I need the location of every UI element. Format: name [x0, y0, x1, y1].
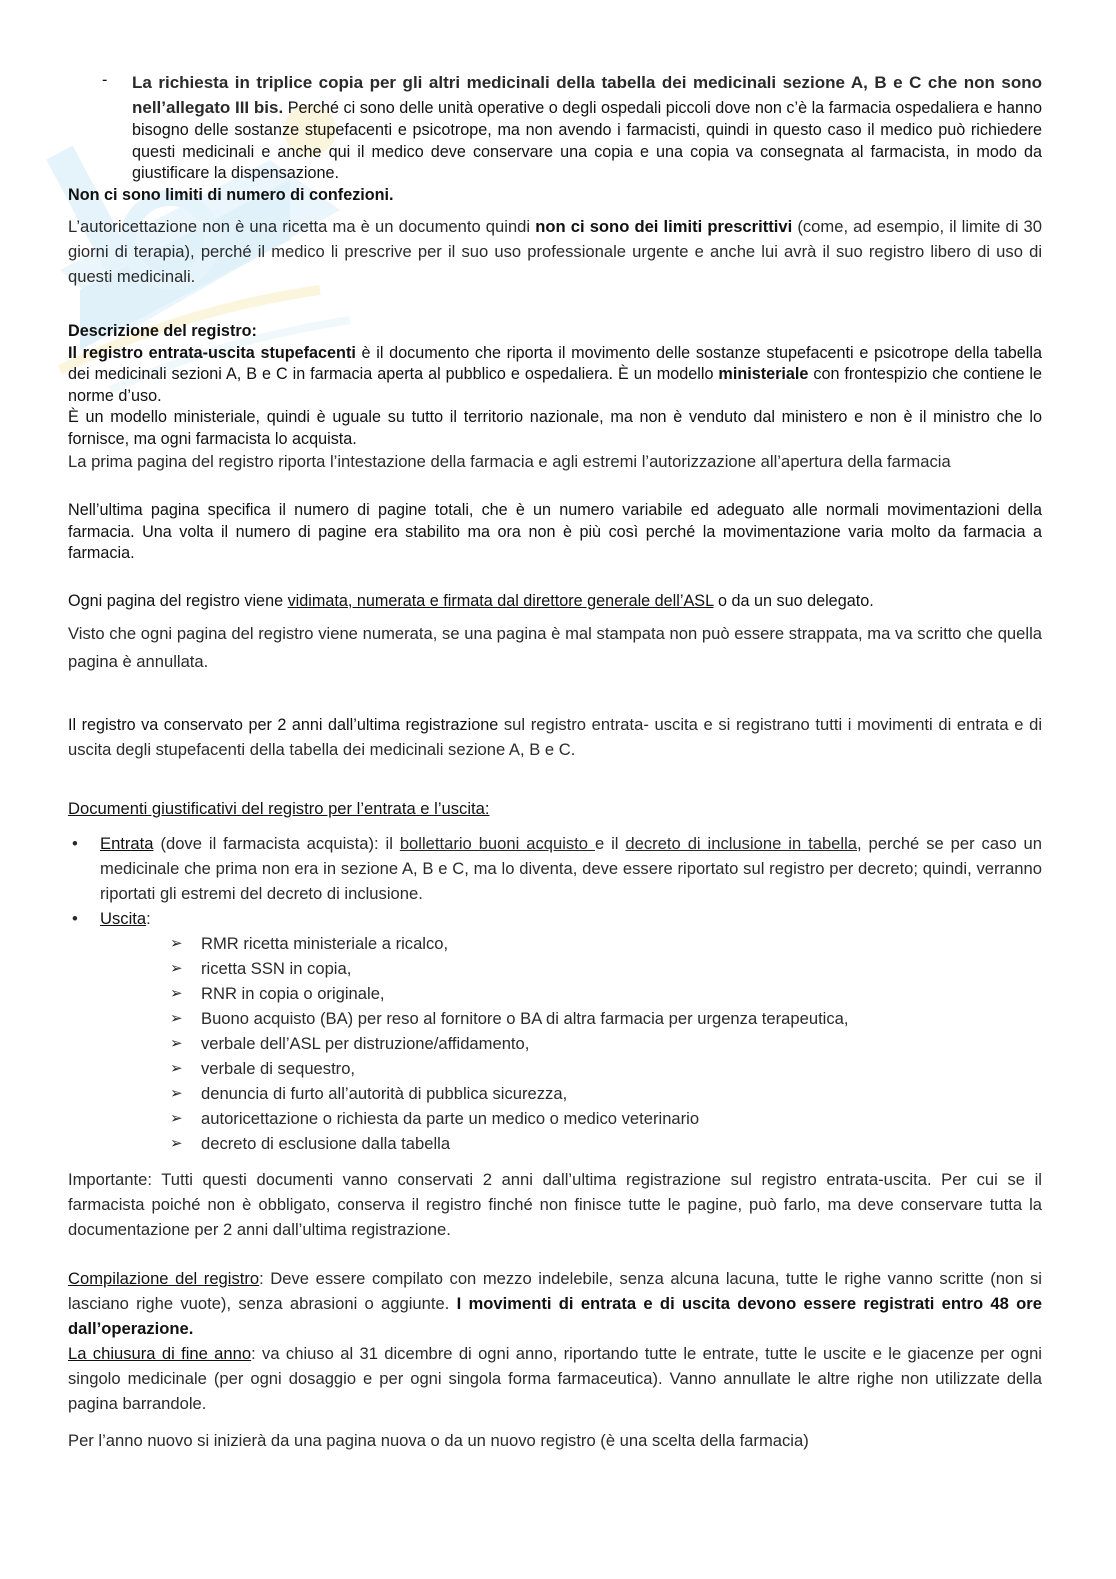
entrata-underlined-2: decreto di inclusione in tabella — [625, 834, 857, 853]
chiusura-label: La chiusura di fine anno — [68, 1344, 252, 1363]
list-item — [68, 1006, 1042, 1031]
document-page — [68, 70, 1042, 1453]
list-item — [68, 1056, 1042, 1081]
item-bold-text: La richiesta in triplice copia per gli altri medicinali della tabella dei medicinali sezione A, B e C che non sono nell’allegato III bis. — [132, 73, 1042, 117]
descrizione-bold: Il registro entrata-uscita stupefacenti — [68, 343, 356, 362]
ogni-pagina-paragraph — [68, 591, 1042, 613]
ogni-pagina-text-b: o da un suo delegato. — [713, 591, 874, 610]
autoricettazione-text-a: L’autoricettazione non è una ricetta ma è un documento quindi — [68, 217, 536, 236]
entrata-text-b: e il — [594, 834, 626, 853]
list-item-entrata — [68, 831, 1042, 906]
compilazione-label: Compilazione del registro — [68, 1269, 260, 1288]
entrata-label: Entrata — [100, 834, 154, 853]
arrow-icon: ➢ — [170, 1060, 183, 1077]
descrizione-bold-2: ministeriale — [718, 365, 809, 383]
chiusura-text: : va chiuso al 31 dicembre di ogni anno, riportando tutte le entrate, tutte le uscite e le giacenze per ogni singolo medicinale (per ogni dosaggio e per ogni singola forma farmaceutica). Vanno annullate le altre righe non utilizzate della pagina barrandole. — [68, 1344, 1042, 1413]
uscita-colon: : — [146, 909, 151, 928]
list-item-text: decreto di esclusione dalla tabella — [201, 1134, 451, 1153]
list-item-text: ricetta SSN in copia, — [201, 959, 352, 978]
list-item-text: Buono acquisto (BA) per reso al fornitore o BA di altra farmacia per urgenza terapeutica, — [201, 1009, 849, 1028]
compilazione-text: : Deve essere compilato con mezzo indelebile, senza alcuna lacuna, tutte le righe vanno scritte (non si lasciano righe vuote), senza abrasioni o aggiunte. — [68, 1269, 1042, 1313]
no-limits-text: Non ci sono limiti di numero di confezioni. — [68, 185, 394, 204]
arrow-icon: ➢ — [170, 960, 183, 977]
descrizione-text-b: con frontespizio che contiene le norme d’uso. — [68, 365, 1043, 405]
list-item-text: denuncia di furto all’autorità di pubblica sicurezza, — [201, 1084, 568, 1103]
ogni-pagina-underlined: vidimata, numerata e firmata dal direttore generale dell’ASL — [287, 591, 714, 610]
list-item — [68, 1106, 1042, 1131]
arrow-icon: ➢ — [170, 935, 183, 952]
arrow-icon: ➢ — [170, 985, 183, 1002]
compilazione-paragraph — [68, 1266, 1042, 1341]
bullet-marker: • — [72, 834, 78, 853]
autoricettazione-paragraph — [68, 214, 1042, 289]
autoricettazione-bold: non ci sono dei limiti prescrittivi — [535, 217, 793, 236]
list-item-text: verbale dell’ASL per distruzione/affidamento, — [201, 1034, 530, 1053]
descrizione-paragraph-3: La prima pagina del registro riporta l’intestazione della farmacia e agli estremi l’autorizzazione all’apertura della farmacia — [68, 452, 951, 471]
arrow-icon: ➢ — [170, 1010, 183, 1027]
list-item — [68, 1081, 1042, 1106]
bullet-marker: • — [72, 909, 78, 928]
descrizione-text-a: è il documento che riporta il movimento delle sostanze stupefacenti e psicotrope della tabella dei medicinali sezioni A, B e C in farmacia aperta al pubblico e ospedaliera. È un modello — [68, 343, 1042, 383]
section-heading-descrizione: Descrizione del registro: — [68, 322, 257, 340]
arrow-icon: ➢ — [170, 1085, 183, 1102]
visto-che-paragraph: Visto che ogni pagina del registro viene numerata, se una pagina è mal stampata non può essere strappata, ma va scritto che quella pagina è annullata. — [68, 624, 1042, 671]
importante-paragraph: Importante: Tutti questi documenti vanno conservati 2 anni dall’ultima registrazione sul registro entrata-uscita. Per cui se il farmacista poiché non è obbligato, conserva il registro finché non finisce tutte le pagine, può farlo, ma deve conservare tutta la documentazione per 2 anni dall’ultima registrazione. — [68, 1170, 1042, 1239]
list-item-text: verbale di sequestro, — [201, 1059, 356, 1078]
list-item — [68, 1131, 1042, 1156]
entrata-text-a: (dove il farmacista acquista): il — [153, 834, 400, 853]
compilazione-bold: I movimenti di entrata e di uscita devono essere registrati entro 48 ore dall’operazione. — [68, 1294, 1042, 1338]
arrow-icon: ➢ — [170, 1135, 183, 1152]
dash-marker: - — [102, 71, 108, 89]
chiusura-paragraph — [68, 1341, 1042, 1416]
conservazione-paragraph — [68, 712, 1042, 762]
item-text: Perché ci sono delle unità operative o degli ospedali piccoli dove non c’è la farmacia ospedaliera e hanno bisogno delle sostanze stupefacenti e psicotrope, ma non avendo i farmacisti, quindi in questo caso il medico può richiedere questi medicinali e anche qui il medico deve conservare una copia e una copia va consegnata al farmacista, in modo da giustificare la dispensazione. — [132, 99, 1042, 182]
descrizione-paragraph-1 — [68, 343, 1042, 408]
ultima-pagina-paragraph: Nell’ultima pagina specifica il numero di pagine totali, che è un numero variabile ed adeguato alle normali movimentazioni della farmacia. Una volta il numero di pagine era stabilito ma ora non è più così perché la movimentazione varia molto da farmacia a farmacia. — [68, 501, 1042, 562]
uscita-label: Uscita — [100, 909, 147, 928]
uscita-sublist — [68, 931, 1042, 1156]
section-heading-documenti: Documenti giustificativi del registro per l’entrata e l’uscita: — [68, 799, 490, 818]
list-item — [68, 981, 1042, 1006]
arrow-icon: ➢ — [170, 1110, 183, 1127]
list-item — [68, 956, 1042, 981]
entrata-text-c: , perché se per caso un medicinale che prima non era in sezione A, B e C, ma lo diventa, deve essere riportato sul registro per decreto; quindi, verranno riportati gli estremi del decreto di inclusione. — [100, 834, 1042, 903]
ogni-pagina-text-a: Ogni pagina del registro viene — [68, 591, 288, 610]
list-item-triplice-copia — [68, 70, 1042, 185]
arrow-icon: ➢ — [170, 1035, 183, 1052]
conservazione-lead: Il registro va conservato per 2 anni dall’ultima registrazione — [68, 716, 499, 734]
list-item-text: autoricettazione o richiesta da parte un medico o medico veterinario — [201, 1109, 700, 1128]
list-item-text: RNR in copia o originale, — [201, 984, 385, 1003]
conservazione-text: sul registro entrata- uscita e si registrano tutti i movimenti di entrata e di uscita degli stupefacenti della tabella dei medicinali sezione A, B e C. — [68, 715, 1043, 759]
anno-nuovo-paragraph: Per l’anno nuovo si inizierà da una pagina nuova o da un nuovo registro (è una scelta della farmacia) — [68, 1431, 809, 1450]
list-item — [68, 1031, 1042, 1056]
descrizione-paragraph-2: È un modello ministeriale, quindi è uguale su tutto il territorio nazionale, ma non è venduto dal ministero e non è il ministro che lo fornisce, ma ogni farmacista lo acquista. — [68, 408, 1042, 448]
autoricettazione-text-c: (come, ad esempio, il limite di 30 giorni di terapia), perché il medico li prescrive per il suo uso professionale urgente e anche lui avrà il suo registro libero di uso di questi medicinali. — [68, 217, 1043, 286]
list-item-uscita — [68, 906, 1042, 931]
list-item-text: RMR ricetta ministeriale a ricalco, — [201, 934, 449, 953]
entrata-underlined-1: bollettario buoni acquisto — [399, 834, 595, 853]
list-item — [68, 931, 1042, 956]
